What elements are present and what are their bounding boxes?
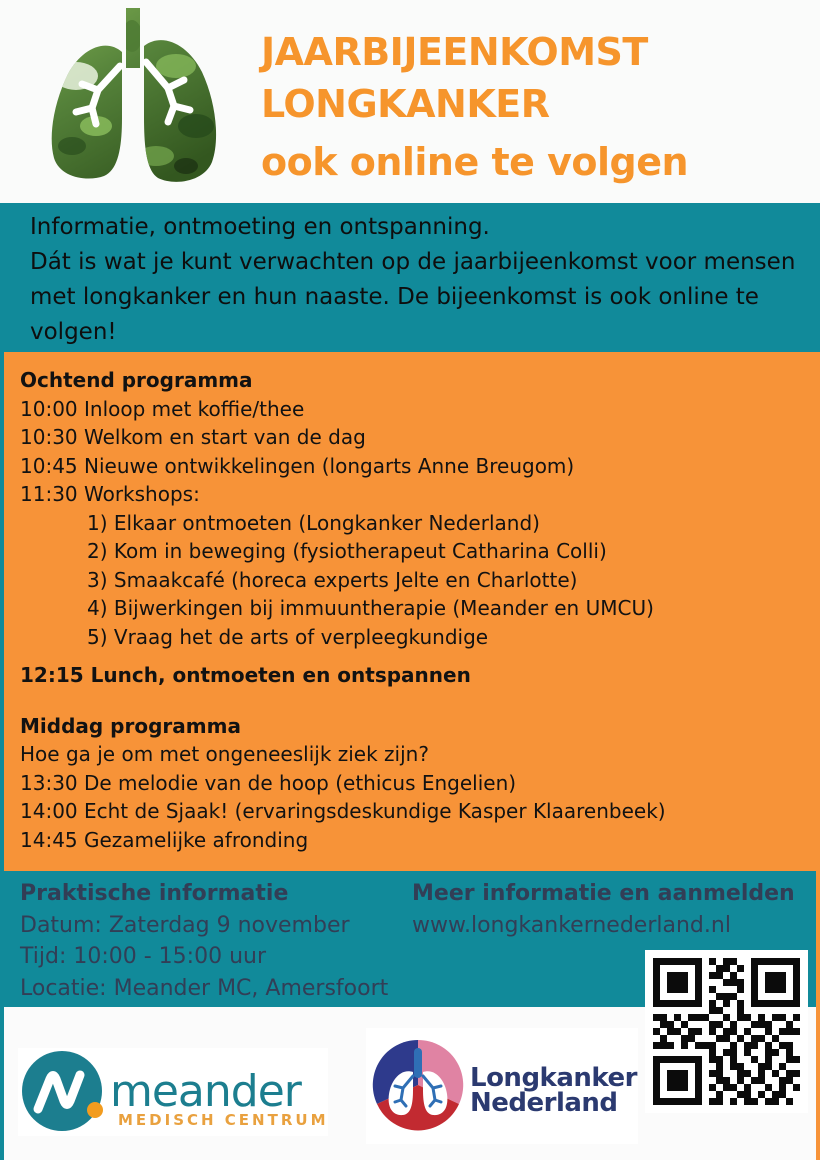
workshop-item: 4) Bijwerkingen bij immuuntherapie (Meander en UMCU)	[87, 596, 654, 620]
longkanker-logo-line1: Longkanker	[470, 1063, 637, 1093]
intro-paragraph	[0, 203, 820, 352]
meander-logo-icon	[20, 1049, 106, 1135]
program-line: 10:30 Welkom en start van de dag	[20, 425, 366, 449]
program-line: 13:30 De melodie van de hoop (ethicus Engelien)	[20, 770, 517, 795]
title-line-2: LONGKANKER	[261, 82, 550, 126]
program-line: 10:45 Nieuwe ontwikkelingen (longarts Anne Breugom)	[20, 453, 575, 478]
workshop-item: 3) Smaakcafé (horeca experts Jelte en Charlotte)	[87, 567, 578, 592]
qr-code	[653, 958, 800, 1105]
page-title	[261, 26, 801, 188]
more-info-column	[412, 878, 808, 942]
practical-location: Locatie: Meander MC, Amersfoort	[20, 975, 389, 1001]
program-line: 14:45 Gezamelijke afronding	[20, 827, 309, 852]
morning-heading: Ochtend programma	[20, 368, 253, 392]
intro-line: volgen!	[30, 319, 117, 345]
lungs-leaves-icon	[36, 6, 226, 188]
website-url: www.longkankernederland.nl	[412, 913, 731, 938]
program-line: 11:30 Workshops:	[20, 482, 200, 506]
program-line: 14:00 Echt de Sjaak! (ervaringsdeskundige Kasper Klaarenbeek)	[20, 799, 666, 823]
practical-date: Datum: Zaterdag 9 november	[20, 912, 350, 938]
qr-code-plate	[645, 950, 808, 1113]
program-line: Hoe ga je om met ongeneeslijk ziek zijn?	[20, 742, 429, 766]
practical-heading: Praktische informatie	[20, 881, 289, 906]
afternoon-heading: Middag programma	[20, 713, 241, 738]
workshop-item: 1) Elkaar ontmoeten (Longkanker Nederland)	[87, 510, 540, 535]
more-info-heading: Meer informatie en aanmelden	[412, 881, 795, 906]
longkanker-logo-icon	[371, 1038, 465, 1132]
meander-logo-subtitle: MEDISCH CENTRUM	[118, 1111, 329, 1129]
title-line-1: JAARBIJEENKOMST	[261, 30, 648, 74]
title-line-3: ook online te volgen	[261, 140, 689, 184]
program-section	[4, 352, 820, 871]
practical-time: Tijd: 10:00 - 15:00 uur	[20, 944, 267, 969]
practical-info-column	[20, 878, 400, 1004]
intro-line: Dát is wat je kunt verwachten op de jaarbijeenkomst voor mensen	[30, 249, 796, 275]
intro-line: met longkanker en hun naaste. De bijeenkomst is ook online te	[30, 284, 759, 310]
program-line: 10:00 Inloop met koffie/thee	[20, 396, 305, 421]
longkanker-logo-name	[470, 1063, 637, 1118]
lunch-line: 12:15 Lunch, ontmoeten en ontspannen	[20, 663, 471, 687]
workshop-item: 5) Vraag het de arts of verpleegkundige	[87, 624, 489, 649]
longkanker-logo-line2: Nederland	[470, 1088, 618, 1118]
intro-line: Informatie, ontmoeting en ontspanning.	[30, 214, 490, 240]
meander-logo-name: meander	[110, 1066, 301, 1117]
workshop-item: 2) Kom in beweging (fysiotherapeut Catharina Colli)	[87, 539, 607, 563]
